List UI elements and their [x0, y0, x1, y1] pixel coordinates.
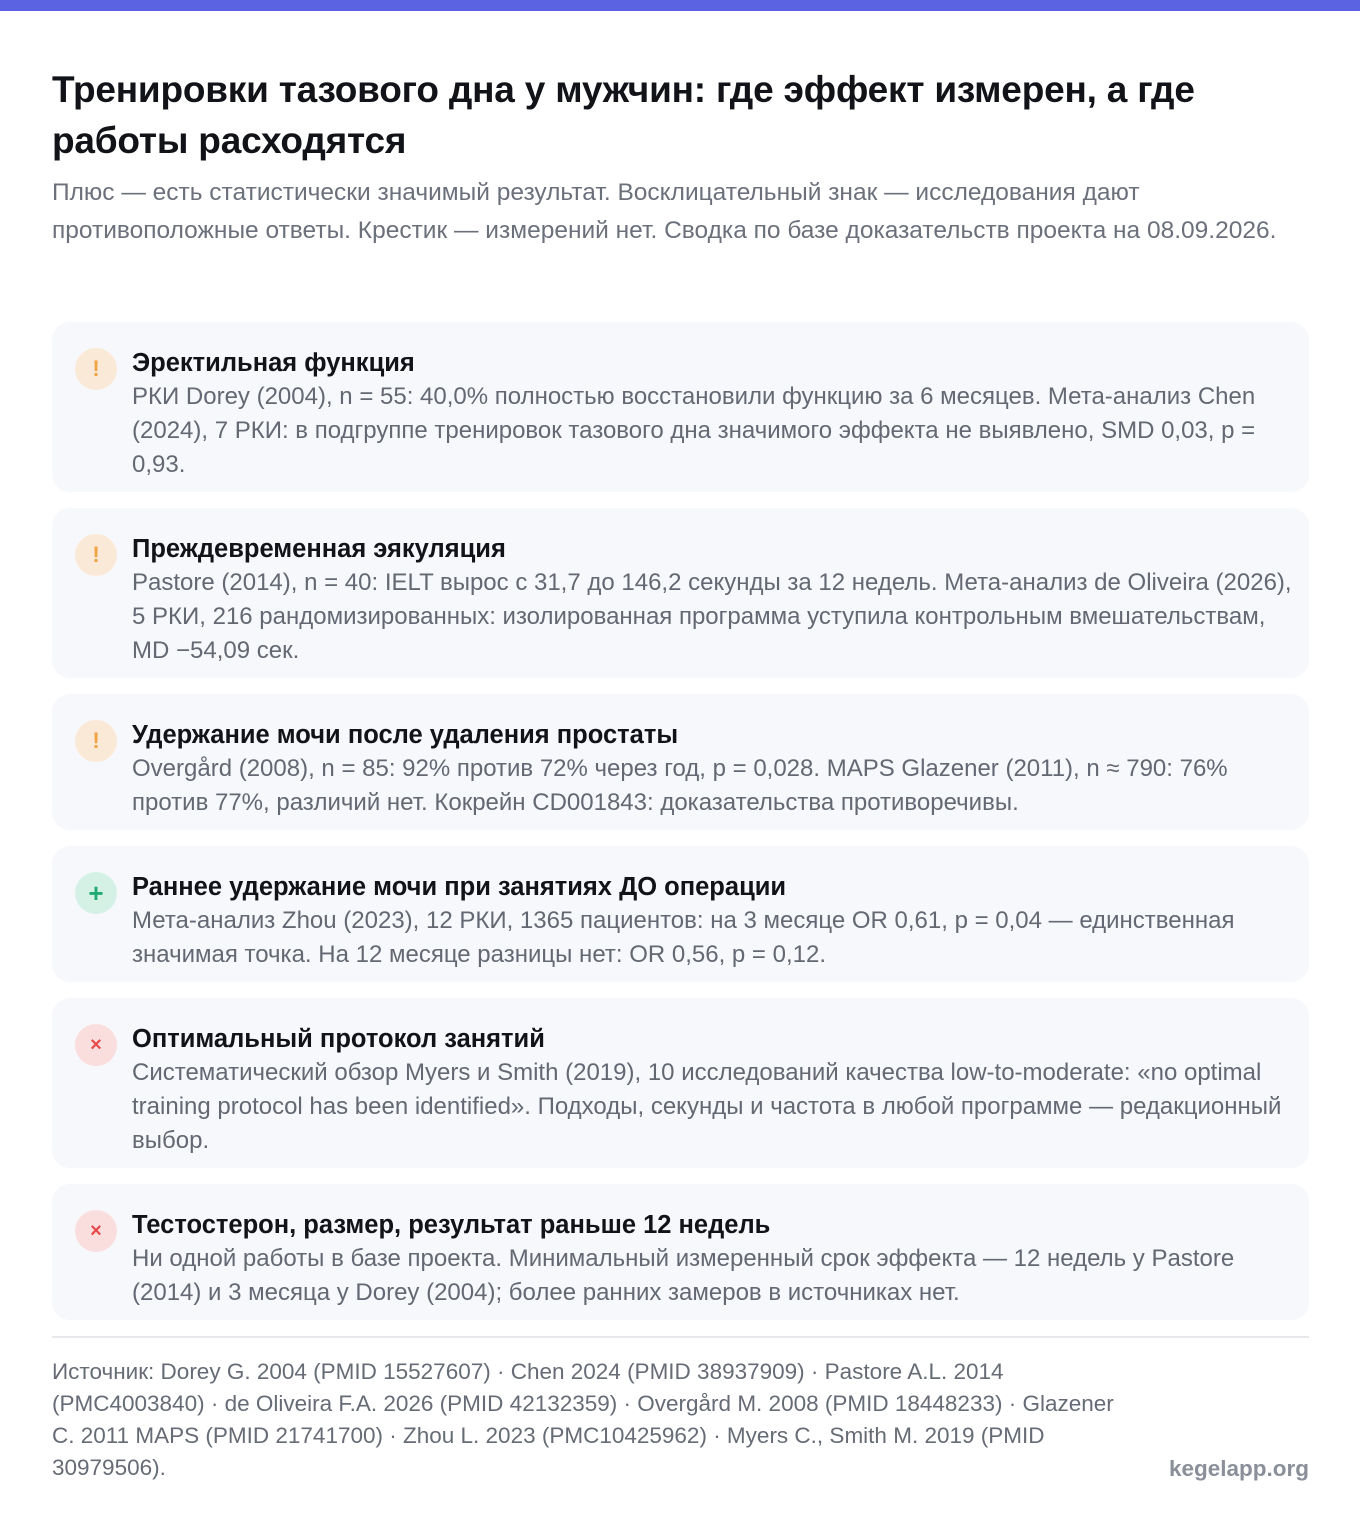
card-title: Раннее удержание мочи при занятиях ДО операции [132, 873, 787, 901]
evidence-card-testosterone-size [52, 1184, 1309, 1320]
card-text: Pastore (2014), n = 40: IELT вырос с 31,7 до 146,2 секунды за 12 недель. Мета-анализ de Oliveira (2026), 5 РКИ, 216 рандомизированных: изолированная программа уступила контрольным вмешательствам, MD −54,09 сек. [132, 569, 1292, 664]
card-text: Мета-анализ Zhou (2023), 12 РКИ, 1365 пациентов: на 3 месяце OR 0,61, p = 0,04 — единственная значимая точка. На 12 месяце разницы нет: OR 0,56, p = 0,12. [132, 907, 1235, 968]
evidence-card-optimal-protocol [52, 998, 1309, 1168]
exclamation-icon: ! [75, 348, 117, 390]
page-subtitle: Плюс — есть статистически значимый результат. Восклицательный знак — исследования дают противоположные ответы. Крестик — измерений нет. Сводка по базе доказательств проекта на 08.09.2026. [52, 179, 1277, 244]
card-text: Систематический обзор Myers и Smith (2019), 10 исследований качества low-to-moderate: «no optimal training protocol has been identified». Подходы, секунды и частота в любой программе — редакционный выбор. [132, 1059, 1282, 1154]
card-text: РКИ Dorey (2004), n = 55: 40,0% полностью восстановили функцию за 6 месяцев. Мета-анализ Chen (2024), 7 РКИ: в подгруппе тренировок тазового дна значимого эффекта не выявлено, SMD 0,03, p = 0,93. [132, 383, 1256, 478]
evidence-card-preoperative-training [52, 846, 1309, 982]
card-title: Преждевременная эякуляция [132, 535, 506, 563]
evidence-list [52, 322, 1309, 1336]
plus-icon: + [75, 872, 117, 914]
cross-icon: × [75, 1024, 117, 1066]
card-title: Удержание мочи после удаления простаты [132, 721, 679, 749]
card-text: Ни одной работы в базе проекта. Минимальный измеренный срок эффекта — 12 недель у Pastore (2014) и 3 месяца у Dorey (2004); более ранних замеров в источниках нет. [132, 1245, 1235, 1306]
footer-divider [52, 1336, 1309, 1338]
exclamation-icon: ! [75, 720, 117, 762]
cross-icon: × [75, 1210, 117, 1252]
exclamation-icon: ! [75, 534, 117, 576]
card-title: Тестостерон, размер, результат раньше 12 недель [132, 1211, 771, 1239]
card-text: Overgård (2008), n = 85: 92% против 72% через год, p = 0,028. MAPS Glazener (2011), n ≈ 790: 76% против 77%, различий нет. Кокрейн CD001843: доказательства противоречивы. [132, 755, 1228, 816]
evidence-card-premature-ejaculation [52, 508, 1309, 678]
evidence-card-erectile [52, 322, 1309, 492]
source-citations: Источник: Dorey G. 2004 (PMID 15527607) · Chen 2024 (PMID 38937909) · Pastore A.L. 2014 (PMC4003840) · de Oliveira F.A. 2026 (PMID 42132359) · Overgård M. 2008 (PMID 18448233) · Glazener C. 2011 MAPS (PMID 21741700) · Zhou L. 2023 (PMC10425962) · Myers C., Smith M. 2019 (PMID 30979506). [52, 1359, 1114, 1480]
evidence-card-continence-after-prostatectomy [52, 694, 1309, 830]
card-title: Оптимальный протокол занятий [132, 1025, 545, 1053]
accent-bar [0, 0, 1360, 11]
site-brand: kegelapp.org [1168, 1456, 1309, 1481]
page-title: Тренировки тазового дна у мужчин: где эффект измерен, а где работы расходятся [52, 69, 1195, 161]
card-title: Эректильная функция [132, 349, 415, 377]
